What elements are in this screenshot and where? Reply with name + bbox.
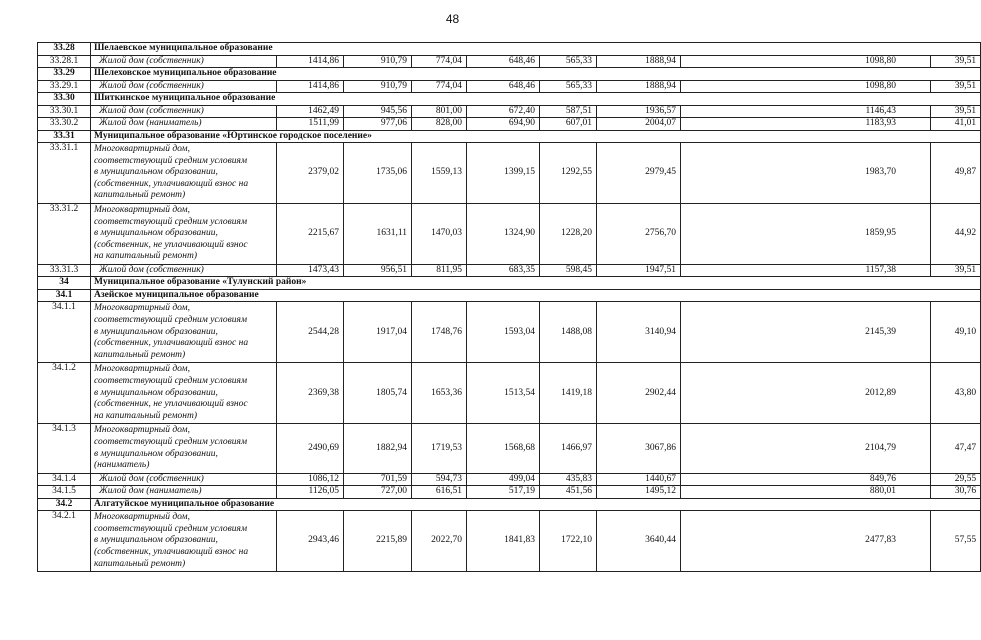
value-cell: 1419,18 [540, 363, 597, 424]
value-cell: 849,76 [681, 473, 931, 486]
description-line: в муниципальном образовании, [94, 535, 218, 546]
row-code: 34.1.1 [38, 302, 91, 363]
description-line: Многоквартирный дом, [94, 512, 190, 523]
description-line: соответствующий средним условиям [94, 376, 248, 386]
table-row [38, 264, 981, 277]
value-cell: 1228,20 [540, 203, 597, 264]
description-line: (собственник, уплачивающий взнос на [94, 178, 249, 189]
description-line: капитальный ремонт) [94, 190, 186, 201]
value-cell: 607,01 [540, 118, 597, 131]
value-cell: 2215,67 [277, 203, 344, 264]
value-cell: 2369,38 [277, 363, 344, 424]
table-row [38, 118, 981, 131]
table-body [38, 43, 981, 572]
value-cell: 44,92 [931, 203, 981, 264]
value-cell: 1414,86 [277, 55, 344, 68]
row-description [91, 203, 277, 264]
value-cell: 1719,53 [412, 424, 467, 473]
value-cell: 616,51 [412, 486, 467, 499]
section-title: Шелаевское муниципальное образование [91, 43, 981, 56]
description-line: соответствующий средним условиям [94, 436, 248, 447]
value-cell: 2902,44 [597, 363, 681, 424]
description-line: Многоквартирный дом, [94, 204, 190, 215]
value-cell: 41,01 [931, 118, 981, 131]
description-line: Многоквартирный дом, [94, 144, 190, 154]
value-cell: 648,46 [467, 55, 540, 68]
value-cell: 499,04 [467, 473, 540, 486]
tariff-table [37, 42, 981, 572]
section-title: Шелеховское муниципальное образование [91, 68, 981, 81]
table-row [38, 143, 981, 204]
description-line: Жилой дом (собственник) [99, 264, 204, 275]
value-cell: 2943,46 [277, 511, 344, 572]
description-line: капитальный ремонт) [94, 558, 186, 569]
value-cell: 39,51 [931, 55, 981, 68]
description-line: (собственник, уплачивающий взнос на [94, 338, 249, 349]
value-cell: 39,51 [931, 105, 981, 118]
description-line: Жилой дом (собственник) [99, 473, 204, 484]
value-cell: 1495,12 [597, 486, 681, 499]
description-line: на капитальный ремонт) [94, 410, 198, 421]
value-cell: 1399,15 [467, 143, 540, 204]
value-cell: 1841,83 [467, 511, 540, 572]
value-cell: 1414,86 [277, 80, 344, 93]
value-cell: 1936,57 [597, 105, 681, 118]
row-code: 33.31.2 [38, 203, 91, 264]
value-cell: 1473,43 [277, 264, 344, 277]
value-cell: 880,01 [681, 486, 931, 499]
value-cell: 701,59 [344, 473, 412, 486]
description-line: капитальный ремонт) [94, 349, 186, 360]
description-line: Жилой дом (собственник) [99, 105, 204, 116]
value-cell: 3640,44 [597, 511, 681, 572]
value-cell: 811,95 [412, 264, 467, 277]
row-code: 34.2 [38, 498, 91, 511]
description-line: соответствующий средним условиям [94, 155, 248, 166]
description-line: Многоквартирный дом, [94, 303, 190, 314]
row-code: 33.30.2 [38, 118, 91, 131]
value-cell: 517,19 [467, 486, 540, 499]
row-code: 33.31.3 [38, 264, 91, 277]
row-code: 33.29 [38, 68, 91, 81]
value-cell: 1513,54 [467, 363, 540, 424]
value-cell: 1882,94 [344, 424, 412, 473]
description-line: в муниципальном образовании, [94, 167, 218, 178]
value-cell: 49,87 [931, 143, 981, 204]
section-row [38, 498, 981, 511]
value-cell: 956,51 [344, 264, 412, 277]
value-cell: 1888,94 [597, 80, 681, 93]
value-cell: 1086,12 [277, 473, 344, 486]
description-line: Многоквартирный дом, [94, 364, 190, 375]
description-line: Жилой дом (собственник) [99, 55, 204, 66]
value-cell: 2477,83 [681, 511, 931, 572]
value-cell: 451,56 [540, 486, 597, 499]
row-description [91, 363, 277, 424]
section-title: Муниципальное образование «Юртинское городское поселение» [91, 130, 981, 143]
value-cell: 1947,51 [597, 264, 681, 277]
value-cell: 1888,94 [597, 55, 681, 68]
description-line: соответствующий средним условиям [94, 523, 248, 534]
value-cell: 587,51 [540, 105, 597, 118]
row-description [91, 511, 277, 572]
section-title: Алгатуйское муниципальное образование [91, 498, 981, 511]
value-cell: 1157,38 [681, 264, 931, 277]
description-line: в муниципальном образовании, [94, 326, 218, 337]
table-row [38, 302, 981, 363]
row-description [91, 55, 277, 68]
value-cell: 49,10 [931, 302, 981, 363]
row-description [91, 473, 277, 486]
value-cell: 2022,70 [412, 511, 467, 572]
description-line: (собственник, не уплачивающий взнос [94, 239, 248, 250]
value-cell: 1462,49 [277, 105, 344, 118]
value-cell: 30,76 [931, 486, 981, 499]
value-cell: 2145,39 [681, 302, 931, 363]
value-cell: 1466,97 [540, 424, 597, 473]
value-cell: 828,00 [412, 118, 467, 131]
section-row [38, 43, 981, 56]
table-row [38, 55, 981, 68]
value-cell: 1631,11 [344, 203, 412, 264]
row-description [91, 424, 277, 473]
row-description [91, 105, 277, 118]
value-cell: 1098,80 [681, 55, 931, 68]
value-cell: 774,04 [412, 55, 467, 68]
row-code: 33.29.1 [38, 80, 91, 93]
value-cell: 565,33 [540, 55, 597, 68]
value-cell: 1593,04 [467, 302, 540, 363]
value-cell: 1511,99 [277, 118, 344, 131]
description-line: Многоквартирный дом, [94, 425, 190, 436]
value-cell: 774,04 [412, 80, 467, 93]
value-cell: 1440,67 [597, 473, 681, 486]
row-code: 34.1.4 [38, 473, 91, 486]
value-cell: 1653,36 [412, 363, 467, 424]
value-cell: 1859,95 [681, 203, 931, 264]
value-cell: 648,46 [467, 80, 540, 93]
row-code: 33.31 [38, 130, 91, 143]
description-line: в муниципальном образовании, [94, 387, 218, 398]
value-cell: 1748,76 [412, 302, 467, 363]
value-cell: 598,45 [540, 264, 597, 277]
table-row [38, 486, 981, 499]
row-description [91, 264, 277, 277]
value-cell: 1735,06 [344, 143, 412, 204]
value-cell: 1292,55 [540, 143, 597, 204]
value-cell: 2379,02 [277, 143, 344, 204]
description-line: (наниматель) [94, 460, 150, 471]
row-code: 34.1.2 [38, 363, 91, 424]
value-cell: 1559,13 [412, 143, 467, 204]
section-title: Муниципальное образование «Тулунский район» [91, 277, 981, 290]
value-cell: 1098,80 [681, 80, 931, 93]
value-cell: 910,79 [344, 55, 412, 68]
row-code: 33.28 [38, 43, 91, 56]
value-cell: 1146,43 [681, 105, 931, 118]
value-cell: 1983,70 [681, 143, 931, 204]
page-number: 48 [445, 12, 460, 26]
value-cell: 2544,28 [277, 302, 344, 363]
value-cell: 2104,79 [681, 424, 931, 473]
value-cell: 29,55 [931, 473, 981, 486]
description-line: соответствующий средним условиям [94, 315, 248, 326]
row-description [91, 486, 277, 499]
section-title: Шиткинское муниципальное образование [91, 93, 981, 106]
value-cell: 683,35 [467, 264, 540, 277]
table-row [38, 80, 981, 93]
section-row [38, 277, 981, 290]
section-row [38, 130, 981, 143]
description-line: Жилой дом (наниматель) [99, 118, 202, 128]
row-code: 34.2.1 [38, 511, 91, 572]
value-cell: 1183,93 [681, 118, 931, 131]
value-cell: 1568,68 [467, 424, 540, 473]
value-cell: 39,51 [931, 264, 981, 277]
value-cell: 1126,05 [277, 486, 344, 499]
row-description [91, 80, 277, 93]
value-cell: 1917,04 [344, 302, 412, 363]
description-line: в муниципальном образовании, [94, 228, 218, 239]
value-cell: 3067,86 [597, 424, 681, 473]
description-line: в муниципальном образовании, [94, 448, 218, 459]
row-code: 34.1 [38, 289, 91, 302]
value-cell: 3140,94 [597, 302, 681, 363]
value-cell: 727,00 [344, 486, 412, 499]
section-row [38, 68, 981, 81]
row-code: 33.28.1 [38, 55, 91, 68]
section-title: Азейское муниципальное образование [91, 289, 981, 302]
value-cell: 910,79 [344, 80, 412, 93]
description-line: Жилой дом (собственник) [99, 80, 204, 91]
table-row [38, 203, 981, 264]
value-cell: 2215,89 [344, 511, 412, 572]
value-cell: 565,33 [540, 80, 597, 93]
value-cell: 2979,45 [597, 143, 681, 204]
row-code: 34.1.5 [38, 486, 91, 499]
value-cell: 1470,03 [412, 203, 467, 264]
table-row [38, 105, 981, 118]
section-row [38, 93, 981, 106]
description-line: Жилой дом (наниматель) [99, 486, 202, 497]
value-cell: 1722,10 [540, 511, 597, 572]
value-cell: 1488,08 [540, 302, 597, 363]
table-row [38, 511, 981, 572]
row-code: 34.1.3 [38, 424, 91, 473]
row-code: 33.30.1 [38, 105, 91, 118]
row-description [91, 118, 277, 131]
value-cell: 1805,74 [344, 363, 412, 424]
value-cell: 2012,89 [681, 363, 931, 424]
value-cell: 57,55 [931, 511, 981, 572]
value-cell: 435,83 [540, 473, 597, 486]
section-row [38, 289, 981, 302]
description-line: на капитальный ремонт) [94, 251, 198, 262]
value-cell: 2490,69 [277, 424, 344, 473]
value-cell: 672,40 [467, 105, 540, 118]
description-line: (собственник, уплачивающий взнос на [94, 547, 249, 558]
description-line: (собственник, не уплачивающий взнос [94, 399, 248, 410]
table-row [38, 363, 981, 424]
row-code: 33.30 [38, 93, 91, 106]
value-cell: 47,47 [931, 424, 981, 473]
value-cell: 2004,07 [597, 118, 681, 131]
table-row [38, 424, 981, 473]
value-cell: 694,90 [467, 118, 540, 131]
row-description [91, 143, 277, 204]
value-cell: 594,73 [412, 473, 467, 486]
value-cell: 801,00 [412, 105, 467, 118]
table-row [38, 473, 981, 486]
value-cell: 1324,90 [467, 203, 540, 264]
value-cell: 977,06 [344, 118, 412, 131]
row-description [91, 302, 277, 363]
row-code: 34 [38, 277, 91, 290]
value-cell: 945,56 [344, 105, 412, 118]
description-line: соответствующий средним условиям [94, 216, 248, 227]
value-cell: 39,51 [931, 80, 981, 93]
value-cell: 43,80 [931, 363, 981, 424]
row-code: 33.31.1 [38, 143, 91, 204]
value-cell: 2756,70 [597, 203, 681, 264]
